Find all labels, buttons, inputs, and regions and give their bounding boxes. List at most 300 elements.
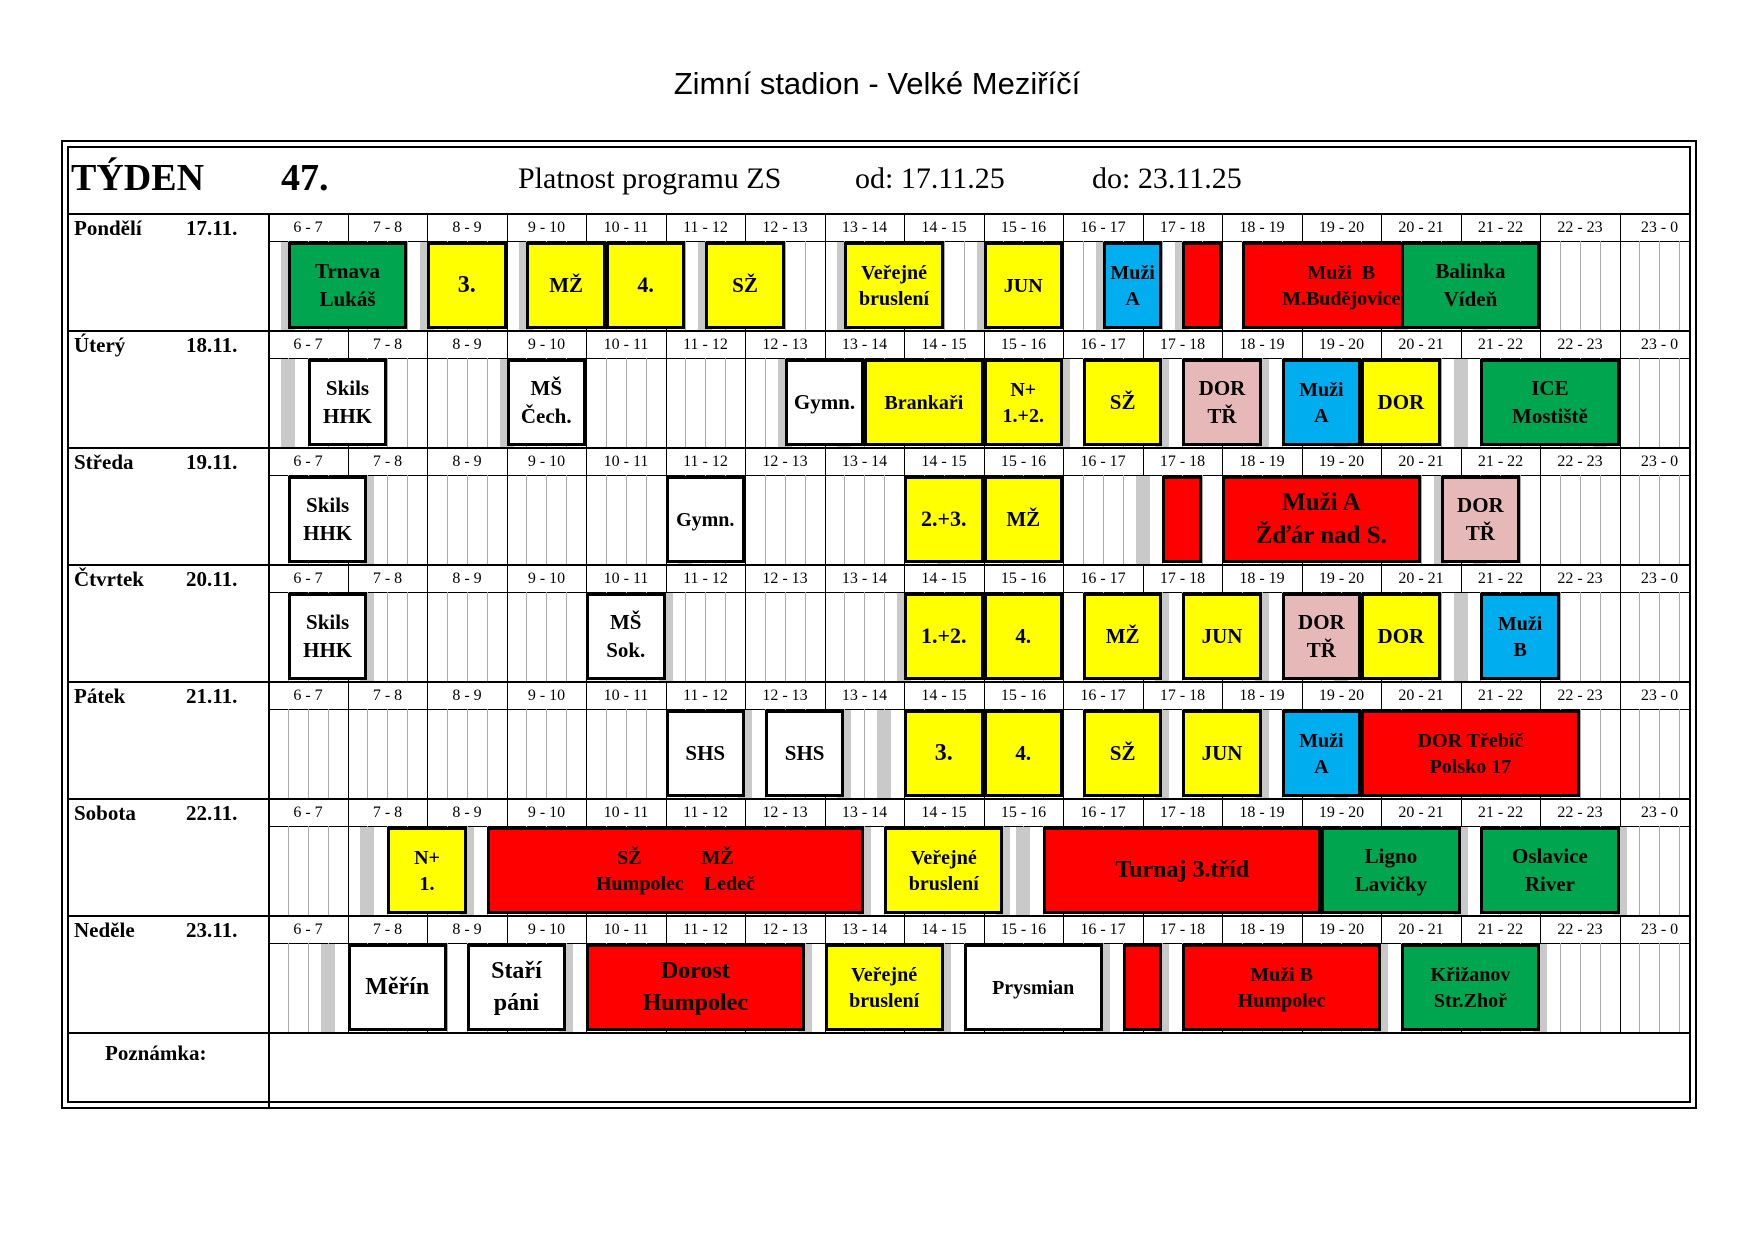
event-label-line: 4. — [1015, 623, 1032, 648]
event-block[interactable] — [1182, 359, 1262, 446]
hour-separator — [1381, 447, 1382, 475]
hour-separator — [507, 447, 508, 475]
hour-label: 11 - 12 — [683, 453, 728, 470]
event-label-line: Str.Zhoř — [1433, 989, 1508, 1012]
hour-label: 16 - 17 — [1080, 219, 1126, 236]
hour-label: 21 - 22 — [1477, 453, 1524, 470]
day-divider — [67, 915, 1691, 917]
hour-separator — [984, 330, 985, 358]
hour-label: 20 - 21 — [1398, 570, 1444, 587]
event-label — [884, 390, 963, 416]
event-label-line: MŽ — [549, 272, 584, 297]
event-block[interactable] — [705, 242, 785, 329]
event-block[interactable] — [984, 242, 1064, 329]
hour-label: 15 - 16 — [1000, 570, 1047, 587]
hour-label: 18 - 19 — [1239, 570, 1285, 587]
quarter-line — [964, 241, 965, 330]
hour-label: 8 - 9 — [452, 453, 482, 470]
hour-label: 21 - 22 — [1477, 570, 1524, 587]
hour-separator — [1143, 564, 1144, 592]
event-block[interactable] — [1182, 242, 1222, 329]
event-block[interactable] — [1182, 593, 1262, 680]
event-label — [1015, 740, 1031, 767]
hour-separator — [1143, 447, 1144, 475]
quarter-line — [447, 475, 448, 564]
hour-label: 20 - 21 — [1398, 219, 1444, 236]
hour-label: 23 - 0 — [1640, 687, 1679, 704]
hour-separator — [1620, 213, 1621, 241]
event-label-line: TŘ — [1207, 403, 1237, 428]
event-block[interactable] — [606, 242, 686, 329]
event-block[interactable] — [1282, 593, 1362, 680]
hour-label: 22 - 23 — [1557, 687, 1603, 704]
day-name: Sobota — [74, 801, 136, 825]
event-block[interactable] — [1083, 710, 1163, 797]
event-block[interactable] — [825, 944, 944, 1031]
event-block[interactable] — [586, 944, 805, 1031]
event-label — [303, 492, 352, 547]
hour-label: 23 - 0 — [1640, 336, 1679, 353]
quarter-line — [407, 475, 408, 564]
hour-separator — [1302, 798, 1303, 826]
hour-label: 10 - 11 — [603, 570, 649, 587]
quarter-line — [1620, 592, 1621, 681]
hour-label: 22 - 23 — [1557, 453, 1603, 470]
quarter-line — [765, 592, 766, 681]
event-block[interactable] — [1123, 944, 1163, 1031]
hour-separator — [1540, 798, 1541, 826]
event-block[interactable] — [666, 476, 746, 563]
event-block[interactable] — [904, 710, 984, 797]
event-block[interactable] — [1162, 476, 1202, 563]
quarter-line — [526, 475, 527, 564]
quarter-line — [268, 943, 269, 1032]
event-block[interactable] — [1083, 359, 1163, 446]
event-block[interactable] — [1480, 593, 1560, 680]
hour-separator — [586, 213, 587, 241]
event-block[interactable] — [904, 593, 984, 680]
event-label-line: DOR — [1298, 610, 1345, 635]
event-block[interactable] — [427, 242, 507, 329]
event-label-line: M.Budějovice — [1282, 287, 1401, 310]
hour-label: 16 - 17 — [1080, 570, 1126, 587]
event-block[interactable] — [526, 242, 606, 329]
hour-label: 18 - 19 — [1239, 804, 1285, 821]
hour-label: 14 - 15 — [921, 804, 967, 821]
event-block[interactable] — [984, 710, 1064, 797]
hour-separator — [1302, 915, 1303, 943]
event-block[interactable] — [1401, 242, 1540, 329]
hour-label: 20 - 21 — [1398, 687, 1444, 704]
day-name: Pondělí — [74, 216, 142, 240]
event-label — [1418, 728, 1524, 780]
event-label — [794, 389, 855, 416]
hour-separator — [427, 915, 428, 943]
event-block[interactable] — [1043, 827, 1321, 914]
event-block[interactable] — [864, 359, 983, 446]
hour-label: 6 - 7 — [293, 804, 323, 821]
hour-label: 19 - 20 — [1318, 219, 1365, 236]
gap-marker — [1454, 359, 1468, 447]
quarter-line — [387, 475, 388, 564]
event-label-line: A — [1314, 404, 1329, 427]
quarter-line — [1540, 475, 1541, 564]
gap-marker — [1454, 593, 1468, 681]
event-block[interactable] — [1480, 827, 1619, 914]
event-label-line: Muži — [1110, 261, 1155, 284]
page-title: Zimní stadion - Velké Meziříčí — [673, 66, 1081, 101]
hour-separator — [507, 564, 508, 592]
hour-separator — [984, 915, 985, 943]
hour-separator — [666, 330, 667, 358]
event-label-line: Měřín — [365, 973, 430, 1000]
hour-label: 18 - 19 — [1239, 687, 1285, 704]
event-label-line: 3. — [457, 271, 476, 298]
event-block[interactable] — [1222, 476, 1421, 563]
hour-separator — [745, 798, 746, 826]
event-label — [643, 956, 748, 1018]
event-label — [1355, 843, 1427, 898]
event-block[interactable] — [785, 359, 865, 446]
hour-label: 9 - 10 — [527, 453, 566, 470]
hour-label: 11 - 12 — [683, 219, 728, 236]
event-label — [303, 609, 352, 664]
event-block[interactable] — [904, 476, 984, 563]
quarter-line — [884, 592, 885, 681]
quarter-line — [507, 592, 508, 681]
hour-separator — [745, 447, 746, 475]
event-block[interactable] — [1321, 827, 1460, 914]
event-label-line: 3. — [934, 739, 953, 766]
hour-separator — [1063, 447, 1064, 475]
quarter-line — [646, 358, 647, 447]
event-label — [849, 962, 919, 1014]
event-label-line: MŠ — [530, 376, 562, 401]
quarter-line — [1639, 475, 1640, 564]
event-label — [1435, 258, 1505, 313]
event-block[interactable] — [288, 242, 407, 329]
hour-label: 21 - 22 — [1477, 804, 1524, 821]
hour-label: 22 - 23 — [1557, 921, 1603, 938]
event-block[interactable] — [1083, 593, 1163, 680]
quarter-line — [864, 475, 865, 564]
hour-label: 13 - 14 — [841, 336, 888, 353]
event-label-line: Balinka — [1435, 259, 1506, 284]
hour-label: 6 - 7 — [293, 219, 323, 236]
event-label-line: Gymn. — [793, 389, 856, 414]
event-block[interactable] — [884, 827, 1003, 914]
quarter-line — [507, 241, 508, 330]
hour-label: 15 - 16 — [1000, 453, 1047, 470]
hour-separator — [1302, 213, 1303, 241]
event-block[interactable] — [348, 944, 447, 1031]
hour-separator — [427, 798, 428, 826]
hour-separator — [1302, 681, 1303, 709]
quarter-line — [487, 592, 488, 681]
event-label-line: Prysmian — [992, 976, 1075, 999]
event-label-line: HHK — [303, 520, 353, 545]
quarter-line — [328, 709, 329, 798]
hour-separator — [1461, 681, 1462, 709]
event-label-line: Mostiště — [1512, 403, 1588, 428]
hour-label: 22 - 23 — [1557, 336, 1603, 353]
event-block[interactable] — [984, 359, 1064, 446]
event-label-line: A — [1125, 287, 1140, 310]
hour-separator — [268, 681, 269, 709]
hour-separator — [1063, 681, 1064, 709]
event-label-line: SHS — [685, 740, 726, 765]
quarter-line — [1620, 358, 1621, 447]
hour-label: 14 - 15 — [921, 219, 967, 236]
quarter-line — [864, 592, 865, 681]
quarter-line — [348, 709, 349, 798]
event-label — [1202, 623, 1243, 650]
hour-separator — [507, 330, 508, 358]
quarter-line — [745, 592, 746, 681]
hour-label: 21 - 22 — [1477, 336, 1524, 353]
event-label-line: JUN — [1201, 623, 1243, 648]
event-block[interactable] — [1401, 944, 1540, 1031]
hour-separator — [666, 798, 667, 826]
quarter-line — [626, 358, 627, 447]
event-label-line: Čech. — [520, 403, 572, 428]
event-label — [1115, 855, 1249, 886]
hour-label: 12 - 13 — [762, 336, 808, 353]
quarter-line — [1659, 943, 1660, 1032]
hour-separator — [1540, 330, 1541, 358]
hour-separator — [904, 681, 905, 709]
event-label — [606, 609, 645, 664]
hour-label: 6 - 7 — [293, 921, 323, 938]
day-date: 22.11. — [186, 801, 238, 825]
event-label — [1512, 375, 1588, 430]
hour-label: 13 - 14 — [841, 921, 888, 938]
event-block[interactable] — [1480, 359, 1619, 446]
hour-separator — [268, 564, 269, 592]
hour-separator — [1222, 213, 1223, 241]
hour-label: 7 - 8 — [372, 336, 403, 353]
hour-separator — [1620, 330, 1621, 358]
quarter-line — [1560, 943, 1561, 1032]
hour-separator — [984, 681, 985, 709]
quarter-line — [1540, 241, 1541, 330]
quarter-line — [387, 358, 388, 447]
quarter-line — [1600, 475, 1601, 564]
event-label-line: DOR Třebíč — [1417, 729, 1524, 752]
hour-separator — [1540, 915, 1541, 943]
hour-separator — [268, 915, 269, 943]
event-block[interactable] — [984, 593, 1064, 680]
hour-label: 8 - 9 — [452, 687, 482, 704]
event-block[interactable] — [1361, 593, 1441, 680]
hour-label: 22 - 23 — [1557, 804, 1603, 821]
event-label-line: Brankaři — [884, 391, 964, 414]
event-label — [1110, 260, 1154, 312]
quarter-line — [348, 826, 349, 915]
event-block[interactable] — [1361, 710, 1580, 797]
quarter-line — [844, 475, 845, 564]
event-label — [549, 272, 583, 299]
quarter-line — [1063, 592, 1064, 681]
hour-label: 10 - 11 — [603, 336, 649, 353]
event-label-line: JUN — [1003, 274, 1043, 297]
quarter-line — [666, 358, 667, 447]
event-block[interactable] — [844, 242, 943, 329]
event-block[interactable] — [586, 593, 666, 680]
event-block[interactable] — [984, 476, 1064, 563]
quarter-line — [1083, 475, 1084, 564]
quarter-line — [546, 475, 547, 564]
hour-separator — [427, 330, 428, 358]
quarter-line — [407, 709, 408, 798]
event-label-line: SŽ — [1109, 740, 1136, 765]
event-block[interactable] — [964, 944, 1103, 1031]
event-label-line: Polsko 17 — [1429, 755, 1512, 778]
hour-separator — [507, 213, 508, 241]
quarter-line — [745, 475, 746, 564]
hour-separator — [666, 681, 667, 709]
hour-separator — [1540, 564, 1541, 592]
event-label — [596, 845, 755, 897]
quarter-line — [1600, 709, 1601, 798]
day-name: Středa — [74, 450, 134, 474]
quarter-line — [1580, 709, 1581, 798]
quarter-line — [268, 241, 269, 330]
hour-label: 7 - 8 — [372, 804, 403, 821]
quarter-line — [1580, 475, 1581, 564]
quarter-line — [1063, 709, 1064, 798]
week-label: TÝDEN — [71, 157, 205, 199]
event-block[interactable] — [666, 710, 746, 797]
hour-label: 19 - 20 — [1318, 687, 1365, 704]
day-name: Úterý — [74, 333, 126, 357]
event-label-line: SHS — [784, 740, 825, 765]
event-label-line: DOR — [1198, 376, 1246, 401]
hour-label: 21 - 22 — [1477, 921, 1524, 938]
event-block[interactable] — [308, 359, 388, 446]
hour-label: 20 - 21 — [1398, 804, 1444, 821]
quarter-line — [308, 709, 309, 798]
hour-separator — [666, 213, 667, 241]
event-label-line: Muži B — [1307, 261, 1376, 284]
event-block[interactable] — [467, 944, 566, 1031]
quarter-line — [447, 943, 448, 1032]
quarter-line — [447, 709, 448, 798]
hour-label: 21 - 22 — [1477, 687, 1524, 704]
quarter-line — [328, 826, 329, 915]
hour-label: 10 - 11 — [603, 453, 649, 470]
day-divider — [67, 798, 1691, 800]
quarter-line — [387, 592, 388, 681]
quarter-line — [1560, 241, 1561, 330]
event-block[interactable] — [765, 710, 845, 797]
hour-label: 15 - 16 — [1000, 921, 1047, 938]
hour-label: 16 - 17 — [1080, 804, 1126, 821]
hour-label: 19 - 20 — [1318, 804, 1365, 821]
quarter-line — [1620, 943, 1621, 1032]
quarter-line — [507, 709, 508, 798]
hour-label: 12 - 13 — [762, 687, 808, 704]
event-block[interactable] — [1103, 242, 1163, 329]
day-name: Neděle — [74, 918, 135, 942]
hour-separator — [586, 798, 587, 826]
event-block[interactable] — [288, 593, 368, 680]
event-block[interactable] — [1441, 476, 1521, 563]
hour-separator — [1461, 915, 1462, 943]
hour-label: 20 - 21 — [1398, 336, 1444, 353]
hour-label: 6 - 7 — [293, 453, 323, 470]
quarter-line — [427, 592, 428, 681]
event-block[interactable] — [1182, 710, 1262, 797]
quarter-line — [1063, 475, 1064, 564]
event-label-line: Muži — [1497, 612, 1543, 635]
hour-separator — [1302, 330, 1303, 358]
hour-label: 17 - 18 — [1159, 804, 1206, 821]
hour-separator — [1381, 798, 1382, 826]
hour-label: 12 - 13 — [762, 453, 808, 470]
event-block[interactable] — [487, 827, 865, 914]
quarter-line — [268, 592, 269, 681]
event-label-line: Muži A — [1282, 489, 1361, 516]
hour-separator — [825, 330, 826, 358]
hour-label: 13 - 14 — [841, 453, 888, 470]
hour-separator — [268, 330, 269, 358]
event-label-line: B — [1513, 638, 1527, 661]
event-label-line: TŘ — [1465, 520, 1495, 545]
hour-separator — [1222, 915, 1223, 943]
event-label — [676, 507, 734, 533]
hour-label: 8 - 9 — [452, 804, 482, 821]
hour-separator — [904, 564, 905, 592]
quarter-line — [487, 358, 488, 447]
quarter-line — [1520, 475, 1521, 564]
hour-separator — [268, 798, 269, 826]
event-block[interactable] — [1282, 359, 1362, 446]
event-label-line: Turnaj 3.tříd — [1115, 856, 1250, 883]
hour-label: 13 - 14 — [841, 570, 888, 587]
event-block[interactable] — [1361, 359, 1441, 446]
day-divider — [67, 1032, 1691, 1034]
hour-label: 23 - 0 — [1640, 804, 1679, 821]
hour-separator — [507, 798, 508, 826]
event-label — [909, 845, 979, 897]
quarter-line — [268, 475, 269, 564]
quarter-line — [1083, 241, 1084, 330]
event-label-line: MŽ — [1105, 623, 1140, 648]
event-label — [921, 505, 967, 534]
hour-label: 20 - 21 — [1398, 453, 1444, 470]
hour-label: 13 - 14 — [841, 219, 888, 236]
event-block[interactable] — [507, 359, 587, 446]
event-block[interactable] — [387, 827, 467, 914]
quarter-line — [1679, 475, 1680, 564]
hour-label: 18 - 19 — [1239, 219, 1285, 236]
hour-separator — [1143, 213, 1144, 241]
event-label — [859, 260, 929, 312]
event-label — [732, 272, 758, 299]
event-block[interactable] — [288, 476, 368, 563]
hour-separator — [427, 213, 428, 241]
event-label-line: Veřejné — [861, 261, 928, 284]
event-block[interactable] — [1182, 944, 1381, 1031]
quarter-line — [1620, 709, 1621, 798]
hour-label: 14 - 15 — [921, 453, 967, 470]
event-label — [785, 740, 825, 767]
event-label-line: Sok. — [606, 637, 646, 662]
quarter-line — [1580, 943, 1581, 1032]
event-block[interactable] — [1282, 710, 1362, 797]
hour-separator — [745, 213, 746, 241]
